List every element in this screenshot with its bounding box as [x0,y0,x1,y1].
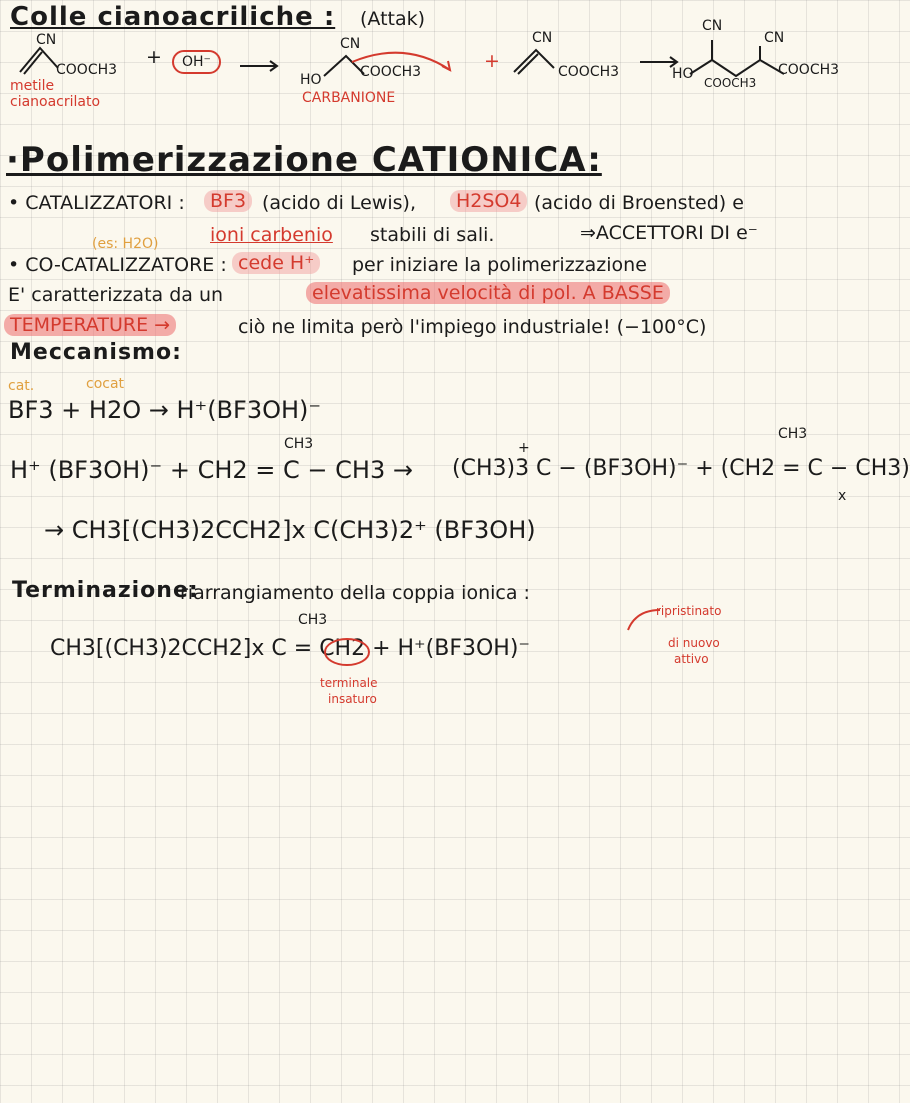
arrow-icon [240,60,280,72]
product-cn-2: CN [764,30,785,46]
carbanion-group: COOCH3 [360,64,422,80]
regen-label-3: attivo [674,652,709,666]
product-group-2: COOCH3 [778,62,840,78]
equation-1: BF3 + H2O → H⁺(BF3OH)⁻ [8,396,322,424]
term-ch3: CH3 [298,612,328,628]
termination-rest: riarrangiamento della coppia ionica : [180,582,530,604]
line-temp-highlight: TEMPERATURE → [4,314,176,336]
carbanion-ho: HO [300,72,322,88]
h2so4-highlight: H2SO4 [450,190,527,212]
bf3-highlight: BF3 [204,190,252,212]
catalizzatori-label: • CATALIZZATORI : [8,192,185,214]
h2so4-note: (acido di Broensted) e [534,192,744,214]
monomer2-skeleton [512,44,562,74]
regen-label-1: ripristinato [656,604,722,618]
curved-arrow-icon [350,48,460,78]
monomer-group: COOCH3 [56,62,118,78]
termination-title: Terminazione: [12,578,199,603]
plus-sign-2: + [484,50,500,72]
plus-sign: + [146,46,162,68]
mech-cocat: cocat [86,376,125,392]
term-label-2: insaturo [328,692,377,706]
termination-equation: CH3[(CH3)2CCH2]x C = CH2 + H⁺(BF3OH)⁻ [50,636,531,661]
cocat-example: (es: H2O) [92,236,159,252]
cocat-label: • CO-CATALIZZATORE : [8,254,227,276]
product-cn-1: CN [702,18,723,34]
monomer2-group: COOCH3 [558,64,620,80]
product-group-1: COOCH3 [704,76,757,90]
section1-note: (Attak) [360,8,426,30]
equation-3: → CH3[(CH3)2CCH2]x C(CH3)2⁺ (BF3OH) [44,516,536,544]
carbanion-cn: CN [340,36,361,52]
eq2-ch3-top-2: CH3 [778,426,808,442]
monomer2-cn: CN [532,30,553,46]
cocat-action: cede H⁺ [232,252,320,274]
product-ho: HO [672,66,694,82]
line-e-highlight: elevatissima velocità di pol. A BASSE [306,282,670,304]
monomer-label-1: metile [10,78,55,94]
acceptor-text: ⇒ACCETTORI DI e⁻ [580,222,758,244]
term-label-1: terminale [320,676,378,690]
monomer-label-2: cianoacrilato [10,94,101,110]
regen-label-2: di nuovo [668,636,720,650]
line-temp-rest: ciò ne limita però l'impiego industriale! (−100°C) [238,316,707,338]
equation-2-right: (CH3)3 C − (BF3OH)⁻ + (CH2 = C − CH3) [452,456,910,481]
carbanion-label: CARBANIONE [302,90,396,106]
eq2-x: x [838,488,847,504]
ioni-rest: stabili di sali. [370,224,495,246]
section2-title: ·Polimerizzazione CATIONICA: [6,140,602,180]
eq2-ch3-top: CH3 [284,436,314,452]
double-bond-circle [322,636,372,668]
line-e-1: E' caratterizzata da un [8,284,224,306]
ioni-carbenio: ioni carbenio [210,224,333,246]
mech-cat: cat. [8,378,35,394]
hydroxide: OH⁻ [172,50,221,74]
monomer-cn: CN [36,32,57,48]
eq2-plus: + [518,440,530,456]
section1-title: Colle cianoacriliche : [10,2,336,32]
cocat-rest: per iniziare la polimerizzazione [352,254,647,276]
bf3-note: (acido di Lewis), [262,192,416,214]
mechanism-title: Meccanismo: [10,340,182,365]
equation-2-left: H⁺ (BF3OH)⁻ + CH2 = C − CH3 → [10,456,413,484]
